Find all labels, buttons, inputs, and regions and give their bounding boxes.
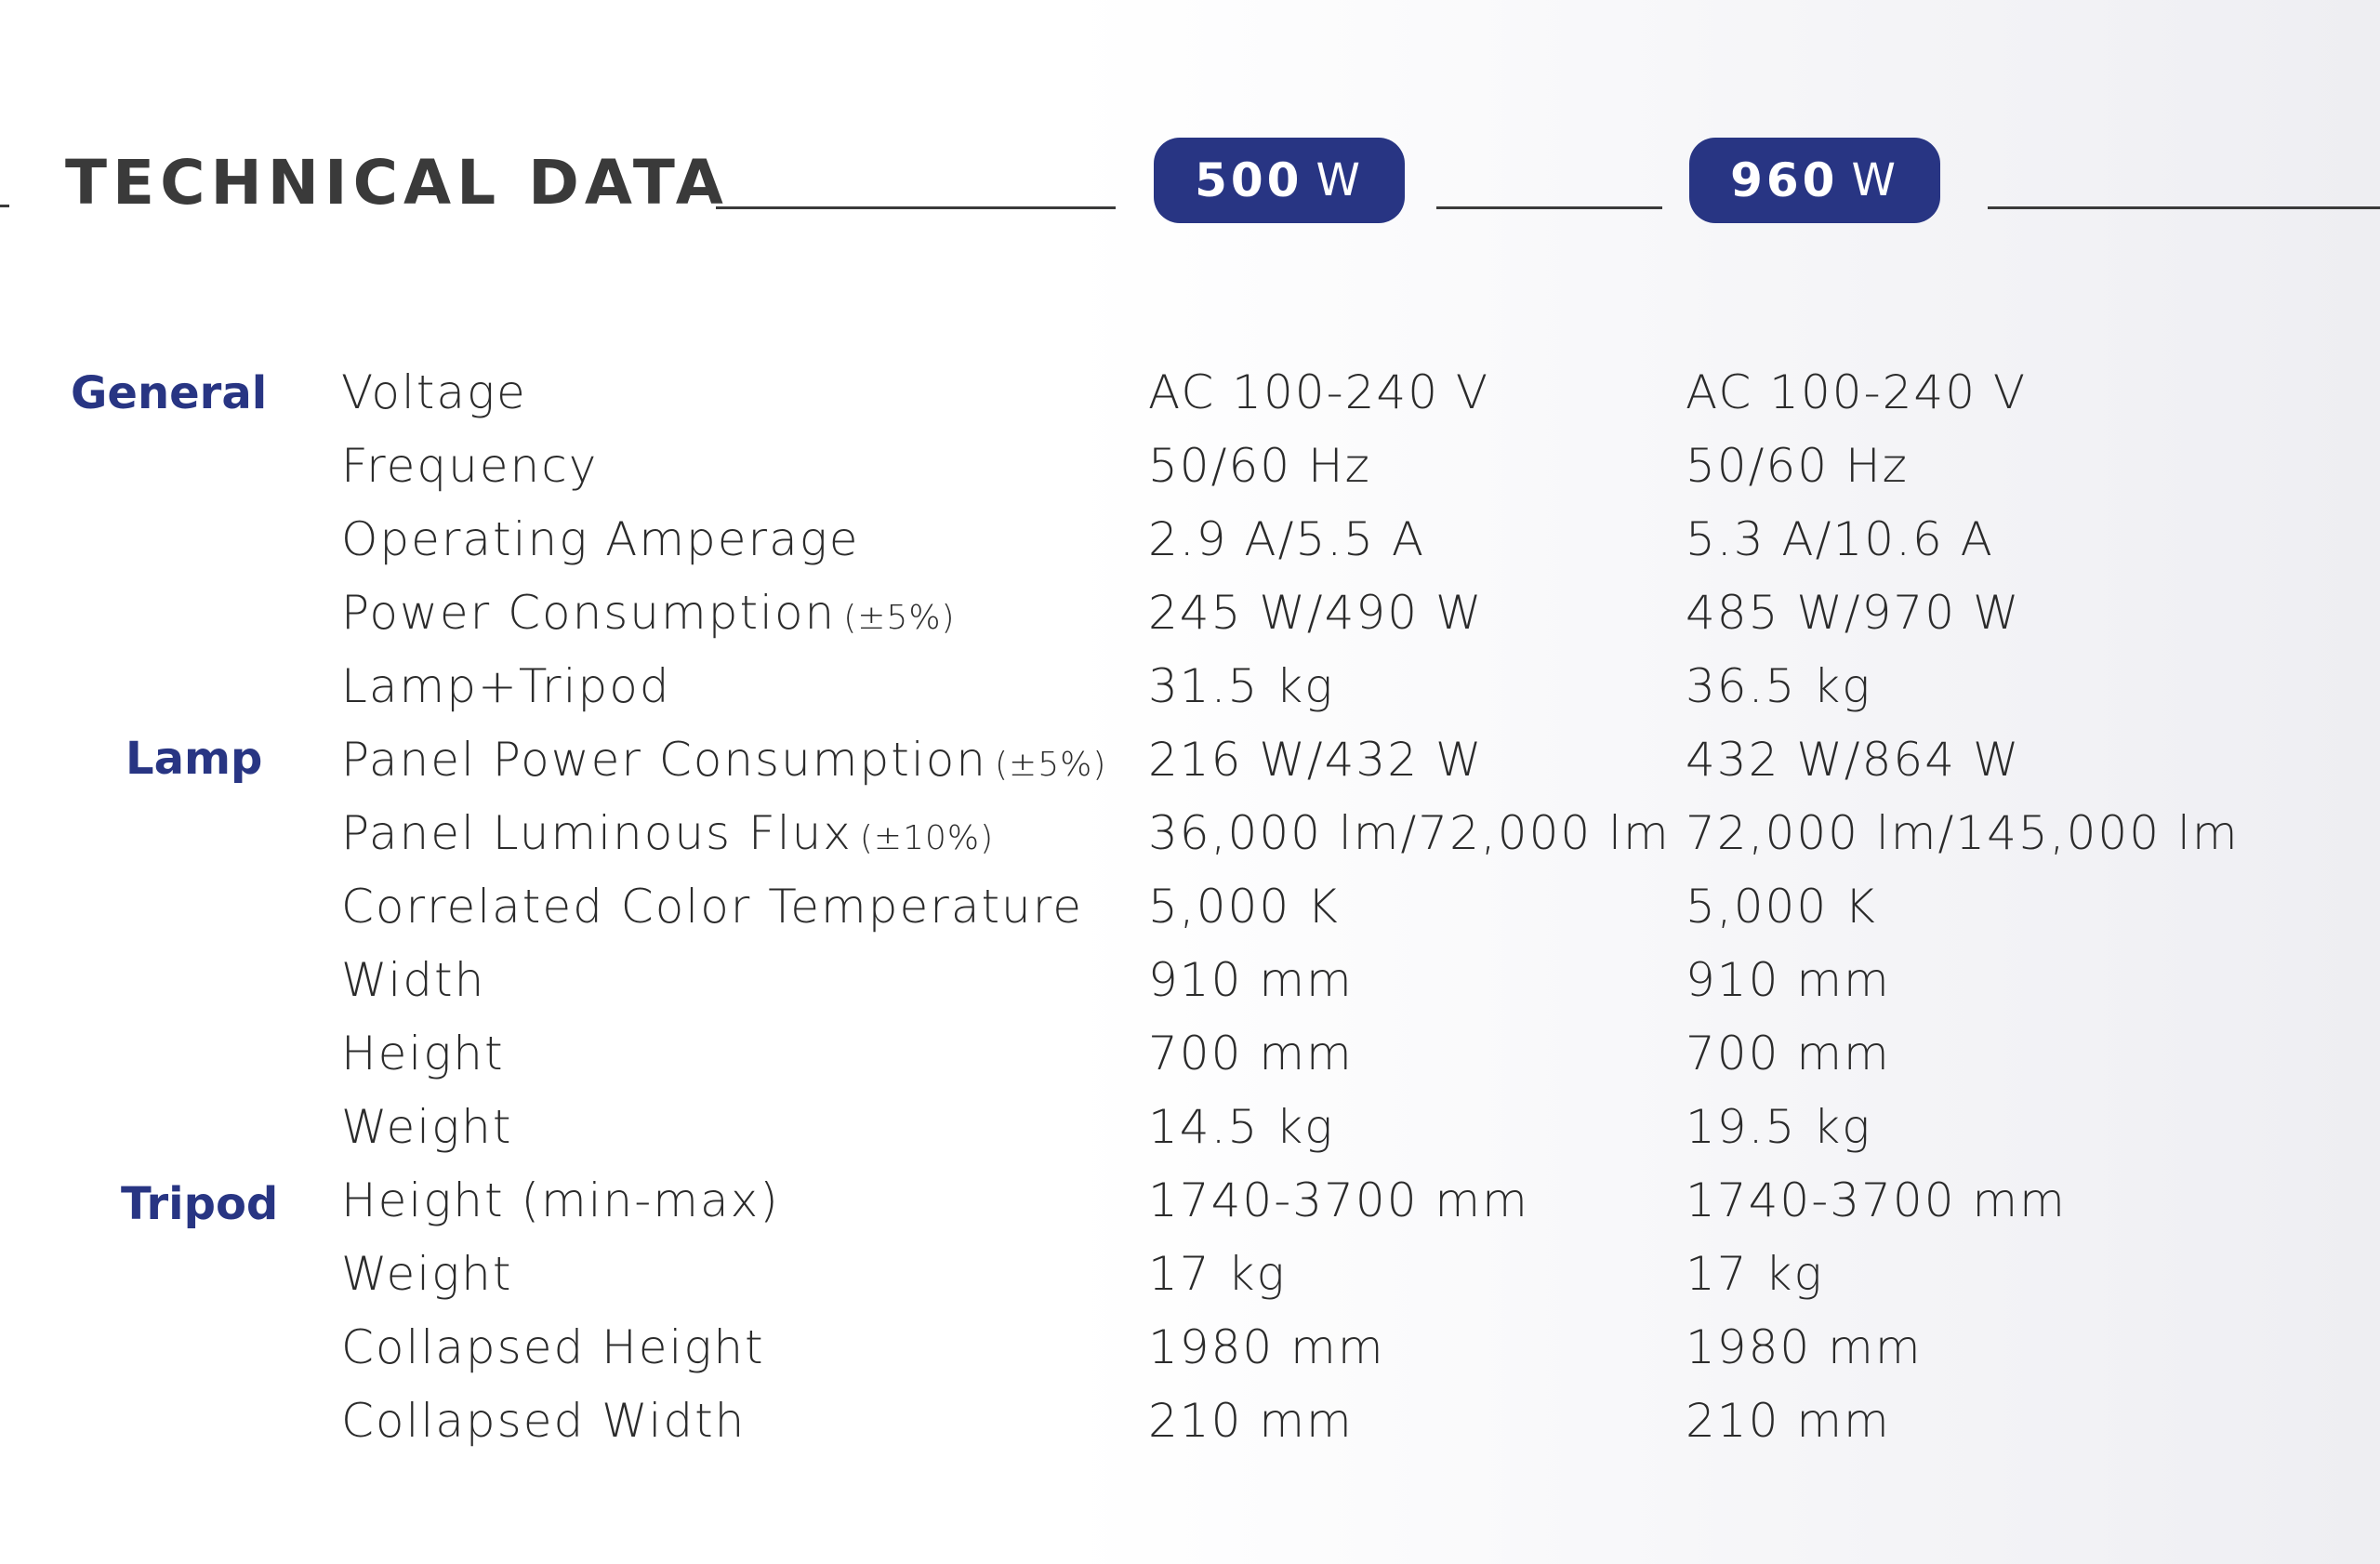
table-row bbox=[0, 1091, 2380, 1164]
spec-label-text: Operating Amperage bbox=[341, 512, 860, 566]
spec-value-960w: 210 mm bbox=[1686, 1394, 1891, 1448]
spec-value-960w: 17 kg bbox=[1686, 1247, 1824, 1301]
column-header-960w bbox=[1689, 138, 1940, 223]
header-rule-2 bbox=[1436, 206, 1662, 209]
spec-label-text: Frequency bbox=[341, 439, 599, 493]
table-row bbox=[0, 1311, 2380, 1385]
spec-label bbox=[341, 870, 1083, 944]
table-row bbox=[0, 430, 2380, 503]
spec-value-500w: 245 W/490 W bbox=[1148, 586, 1484, 640]
spec-value-500w: 50/60 Hz bbox=[1148, 439, 1371, 493]
spec-label bbox=[341, 356, 527, 430]
spec-value-960w: 1740-3700 mm bbox=[1686, 1173, 2067, 1227]
spec-label-text: Correlated Color Temperature bbox=[341, 880, 1083, 934]
spec-value-500w: AC 100-240 V bbox=[1148, 365, 1490, 419]
table-row bbox=[0, 1164, 2380, 1238]
column-header-value: 960 bbox=[1730, 153, 1839, 207]
spec-value-500w: 910 mm bbox=[1148, 953, 1354, 1007]
column-header-value: 500 bbox=[1195, 153, 1303, 207]
spec-value-500w: 17 kg bbox=[1148, 1247, 1287, 1301]
spec-label-text: Height (min-max) bbox=[341, 1173, 780, 1227]
spec-label-text: Collapsed Width bbox=[341, 1394, 747, 1448]
spec-label bbox=[341, 1385, 746, 1458]
spec-value-960w: 5,000 K bbox=[1686, 880, 1877, 934]
spec-value-960w: AC 100-240 V bbox=[1686, 365, 2028, 419]
spec-value-960w: 50/60 Hz bbox=[1686, 439, 1909, 493]
table-row bbox=[0, 723, 2380, 797]
spec-label-text: Height bbox=[341, 1027, 505, 1080]
spec-value-500w: 31.5 kg bbox=[1148, 659, 1335, 713]
spec-label bbox=[341, 650, 671, 723]
header-rule-1 bbox=[716, 206, 1116, 209]
table-row bbox=[0, 1385, 2380, 1458]
spec-value-960w: 5.3 A/10.6 A bbox=[1686, 512, 1994, 566]
spec-label bbox=[341, 1238, 512, 1311]
table-row bbox=[0, 870, 2380, 944]
spec-tolerance-note: (±5%) bbox=[843, 599, 956, 637]
spec-label-text: Width bbox=[341, 953, 486, 1007]
spec-label bbox=[341, 797, 994, 875]
table-row bbox=[0, 944, 2380, 1017]
spec-label bbox=[341, 503, 860, 577]
table-row bbox=[0, 797, 2380, 870]
spec-value-960w: 72,000 lm/145,000 lm bbox=[1686, 806, 2240, 860]
category-tripod: Tripod bbox=[121, 1178, 279, 1230]
spec-label bbox=[341, 944, 485, 1017]
column-header-500w bbox=[1154, 138, 1405, 223]
spec-tolerance-note: (±5%) bbox=[995, 746, 1107, 784]
spec-value-500w: 1740-3700 mm bbox=[1148, 1173, 1529, 1227]
spec-value-500w: 216 W/432 W bbox=[1148, 733, 1484, 787]
column-header-unit: W bbox=[1316, 154, 1364, 206]
table-row bbox=[0, 577, 2380, 650]
table-row bbox=[0, 650, 2380, 723]
category-lamp: Lamp bbox=[126, 733, 263, 785]
spec-value-960w: 485 W/970 W bbox=[1686, 586, 2021, 640]
spec-value-500w: 1980 mm bbox=[1148, 1320, 1385, 1374]
page-title: TECHNICAL DATA bbox=[65, 147, 729, 219]
table-row bbox=[0, 356, 2380, 430]
spec-value-500w: 36,000 lm/72,000 lm bbox=[1148, 806, 1671, 860]
spec-label-text: Weight bbox=[341, 1100, 513, 1154]
spec-label bbox=[341, 1091, 512, 1164]
spec-value-960w: 36.5 kg bbox=[1686, 659, 1872, 713]
spec-label-text: Weight bbox=[341, 1247, 513, 1301]
spec-value-960w: 910 mm bbox=[1686, 953, 1891, 1007]
header-rule-left-stub bbox=[0, 205, 9, 207]
category-general: General bbox=[71, 367, 268, 419]
header-rule-3 bbox=[1988, 206, 2380, 209]
spec-value-960w: 432 W/864 W bbox=[1686, 733, 2021, 787]
spec-label-text: Voltage bbox=[341, 365, 527, 419]
spec-label-text: Panel Luminous Flux bbox=[341, 806, 853, 860]
spec-label-text: Lamp+Tripod bbox=[341, 659, 671, 713]
spec-label bbox=[341, 1311, 765, 1385]
spec-label bbox=[341, 577, 956, 655]
column-header-unit: W bbox=[1851, 154, 1899, 206]
spec-label bbox=[341, 1017, 505, 1091]
table-row bbox=[0, 503, 2380, 577]
spec-label bbox=[341, 723, 1106, 802]
spec-label bbox=[341, 430, 598, 503]
table-row bbox=[0, 1017, 2380, 1091]
spec-label-text: Power Consumption bbox=[341, 586, 837, 640]
spec-label bbox=[341, 1164, 780, 1238]
spec-value-500w: 700 mm bbox=[1148, 1027, 1354, 1080]
spec-label-text: Collapsed Height bbox=[341, 1320, 765, 1374]
spec-value-960w: 19.5 kg bbox=[1686, 1100, 1872, 1154]
spec-value-500w: 5,000 K bbox=[1148, 880, 1340, 934]
spec-value-500w: 210 mm bbox=[1148, 1394, 1354, 1448]
table-row bbox=[0, 1238, 2380, 1311]
spec-value-500w: 14.5 kg bbox=[1148, 1100, 1335, 1154]
spec-value-960w: 700 mm bbox=[1686, 1027, 1891, 1080]
spec-value-960w: 1980 mm bbox=[1686, 1320, 1923, 1374]
spec-tolerance-note: (±10%) bbox=[859, 819, 995, 857]
spec-value-500w: 2.9 A/5.5 A bbox=[1148, 512, 1426, 566]
spec-label-text: Panel Power Consumption bbox=[341, 733, 987, 787]
